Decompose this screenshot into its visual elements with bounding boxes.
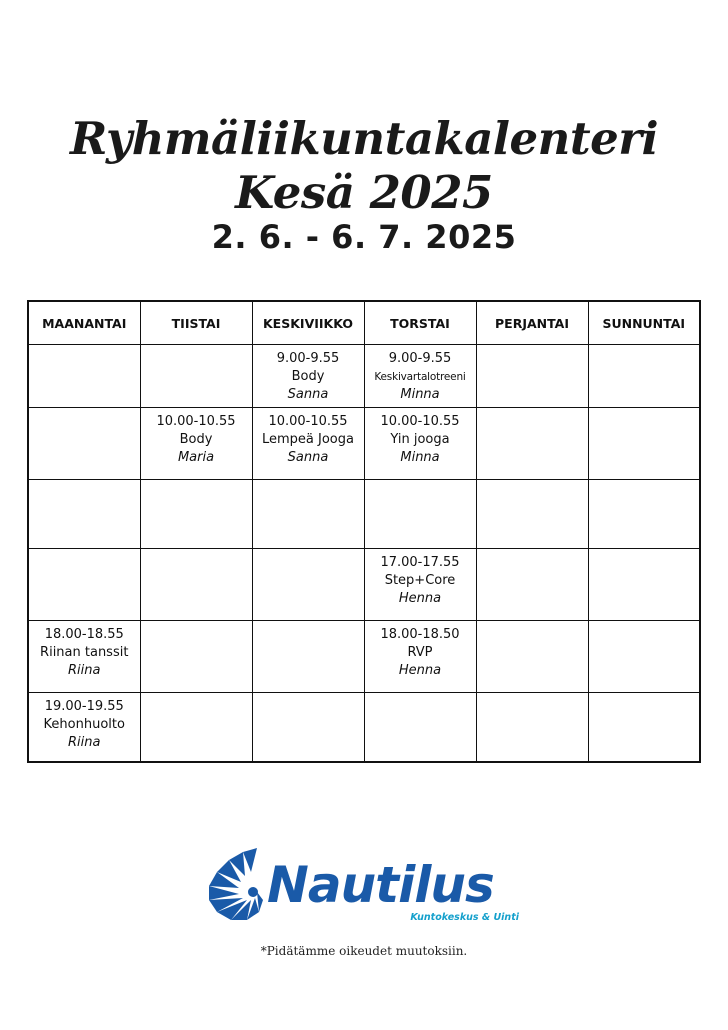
class-time: 18.00-18.55 [44,627,124,642]
schedule-cell [476,693,588,763]
class-time: 17.00-17.55 [380,555,460,570]
class-time: 10.00-10.55 [380,414,460,429]
class-time: 10.00-10.55 [156,414,236,429]
instructor-name: Sanna [287,387,329,402]
table-row [28,621,700,693]
schedule-cell [140,408,252,480]
instructor-name: Henna [398,663,442,678]
instructor-name: Minna [400,387,440,402]
instructor-name: Minna [400,450,440,465]
schedule-cell [252,621,364,693]
schedule-cell [364,693,476,763]
instructor-name: Riina [68,735,101,750]
schedule-cell [140,480,252,549]
page-title: Ryhmäliikuntakalenteri [69,112,659,165]
schedule-cell [364,549,476,621]
schedule-cell [28,621,140,693]
table-row [28,480,700,549]
class-time: 9.00-9.55 [388,351,452,366]
schedule-cell [476,549,588,621]
schedule-cell [28,408,140,480]
logo-wordmark: Nautilus [267,856,494,914]
schedule-cell [476,408,588,480]
instructor-name: Sanna [287,450,329,465]
date-range: 2. 6. - 6. 7. 2025 [211,218,517,256]
nautilus-logo [205,842,525,926]
class-name: Keskivartalotreeni [374,371,466,383]
class-time: 18.00-18.50 [380,627,460,642]
class-name: Lempeä Jooga [262,432,354,447]
schedule-cell [140,345,252,408]
schedule-cell [252,408,364,480]
schedule-cell [28,549,140,621]
schedule-cell [140,621,252,693]
schedule-cell [588,480,700,549]
schedule-cell [28,345,140,408]
schedule-table [27,300,701,763]
schedule-cell [140,693,252,763]
page-subtitle: Kesä 2025 [235,166,493,219]
schedule-cell [364,480,476,549]
class-time: 10.00-10.55 [268,414,348,429]
day-header-thursday: TORSTAI [364,301,476,345]
schedule-cell [476,345,588,408]
schedule-cell [364,621,476,693]
class-time: 9.00-9.55 [276,351,340,366]
header-row [28,301,700,345]
schedule-cell [252,345,364,408]
class-name: Riinan tanssit [40,645,129,660]
schedule-cell [140,549,252,621]
logo-tagline: Kuntokeskus & Uinti [410,912,519,923]
schedule-cell [28,693,140,763]
table-row [28,549,700,621]
schedule-cell [476,480,588,549]
schedule-cell [252,693,364,763]
schedule-cell [252,549,364,621]
class-name: Kehonhuolto [43,717,125,732]
class-name: Body [179,432,213,447]
schedule-cell [588,345,700,408]
class-name: Body [291,369,325,384]
schedule-cell [252,480,364,549]
day-header-friday: PERJANTAI [476,301,588,345]
footnote: *Pidätämme oikeudet muutoksiin. [260,944,468,958]
day-header-sunday: SUNNUNTAI [588,301,700,345]
instructor-name: Riina [68,663,101,678]
class-name: RVP [407,645,433,660]
schedule-cell [364,345,476,408]
instructor-name: Maria [177,450,215,465]
class-time: 19.00-19.55 [44,699,124,714]
table-row [28,345,700,408]
instructor-name: Henna [398,591,442,606]
class-name: Yin jooga [390,432,450,447]
schedule-cell [588,621,700,693]
schedule-cell [588,408,700,480]
table-row [28,408,700,480]
schedule-cell [588,693,700,763]
schedule-cell [588,549,700,621]
nautilus-shell-icon [205,842,525,926]
day-header-monday: MAANANTAI [28,301,140,345]
class-name: Step+Core [384,573,456,588]
day-header-wednesday: KESKIVIIKKO [252,301,364,345]
schedule-cell [476,621,588,693]
schedule-cell [28,480,140,549]
table-row [28,693,700,763]
day-header-tuesday: TIISTAI [140,301,252,345]
schedule-cell [364,408,476,480]
